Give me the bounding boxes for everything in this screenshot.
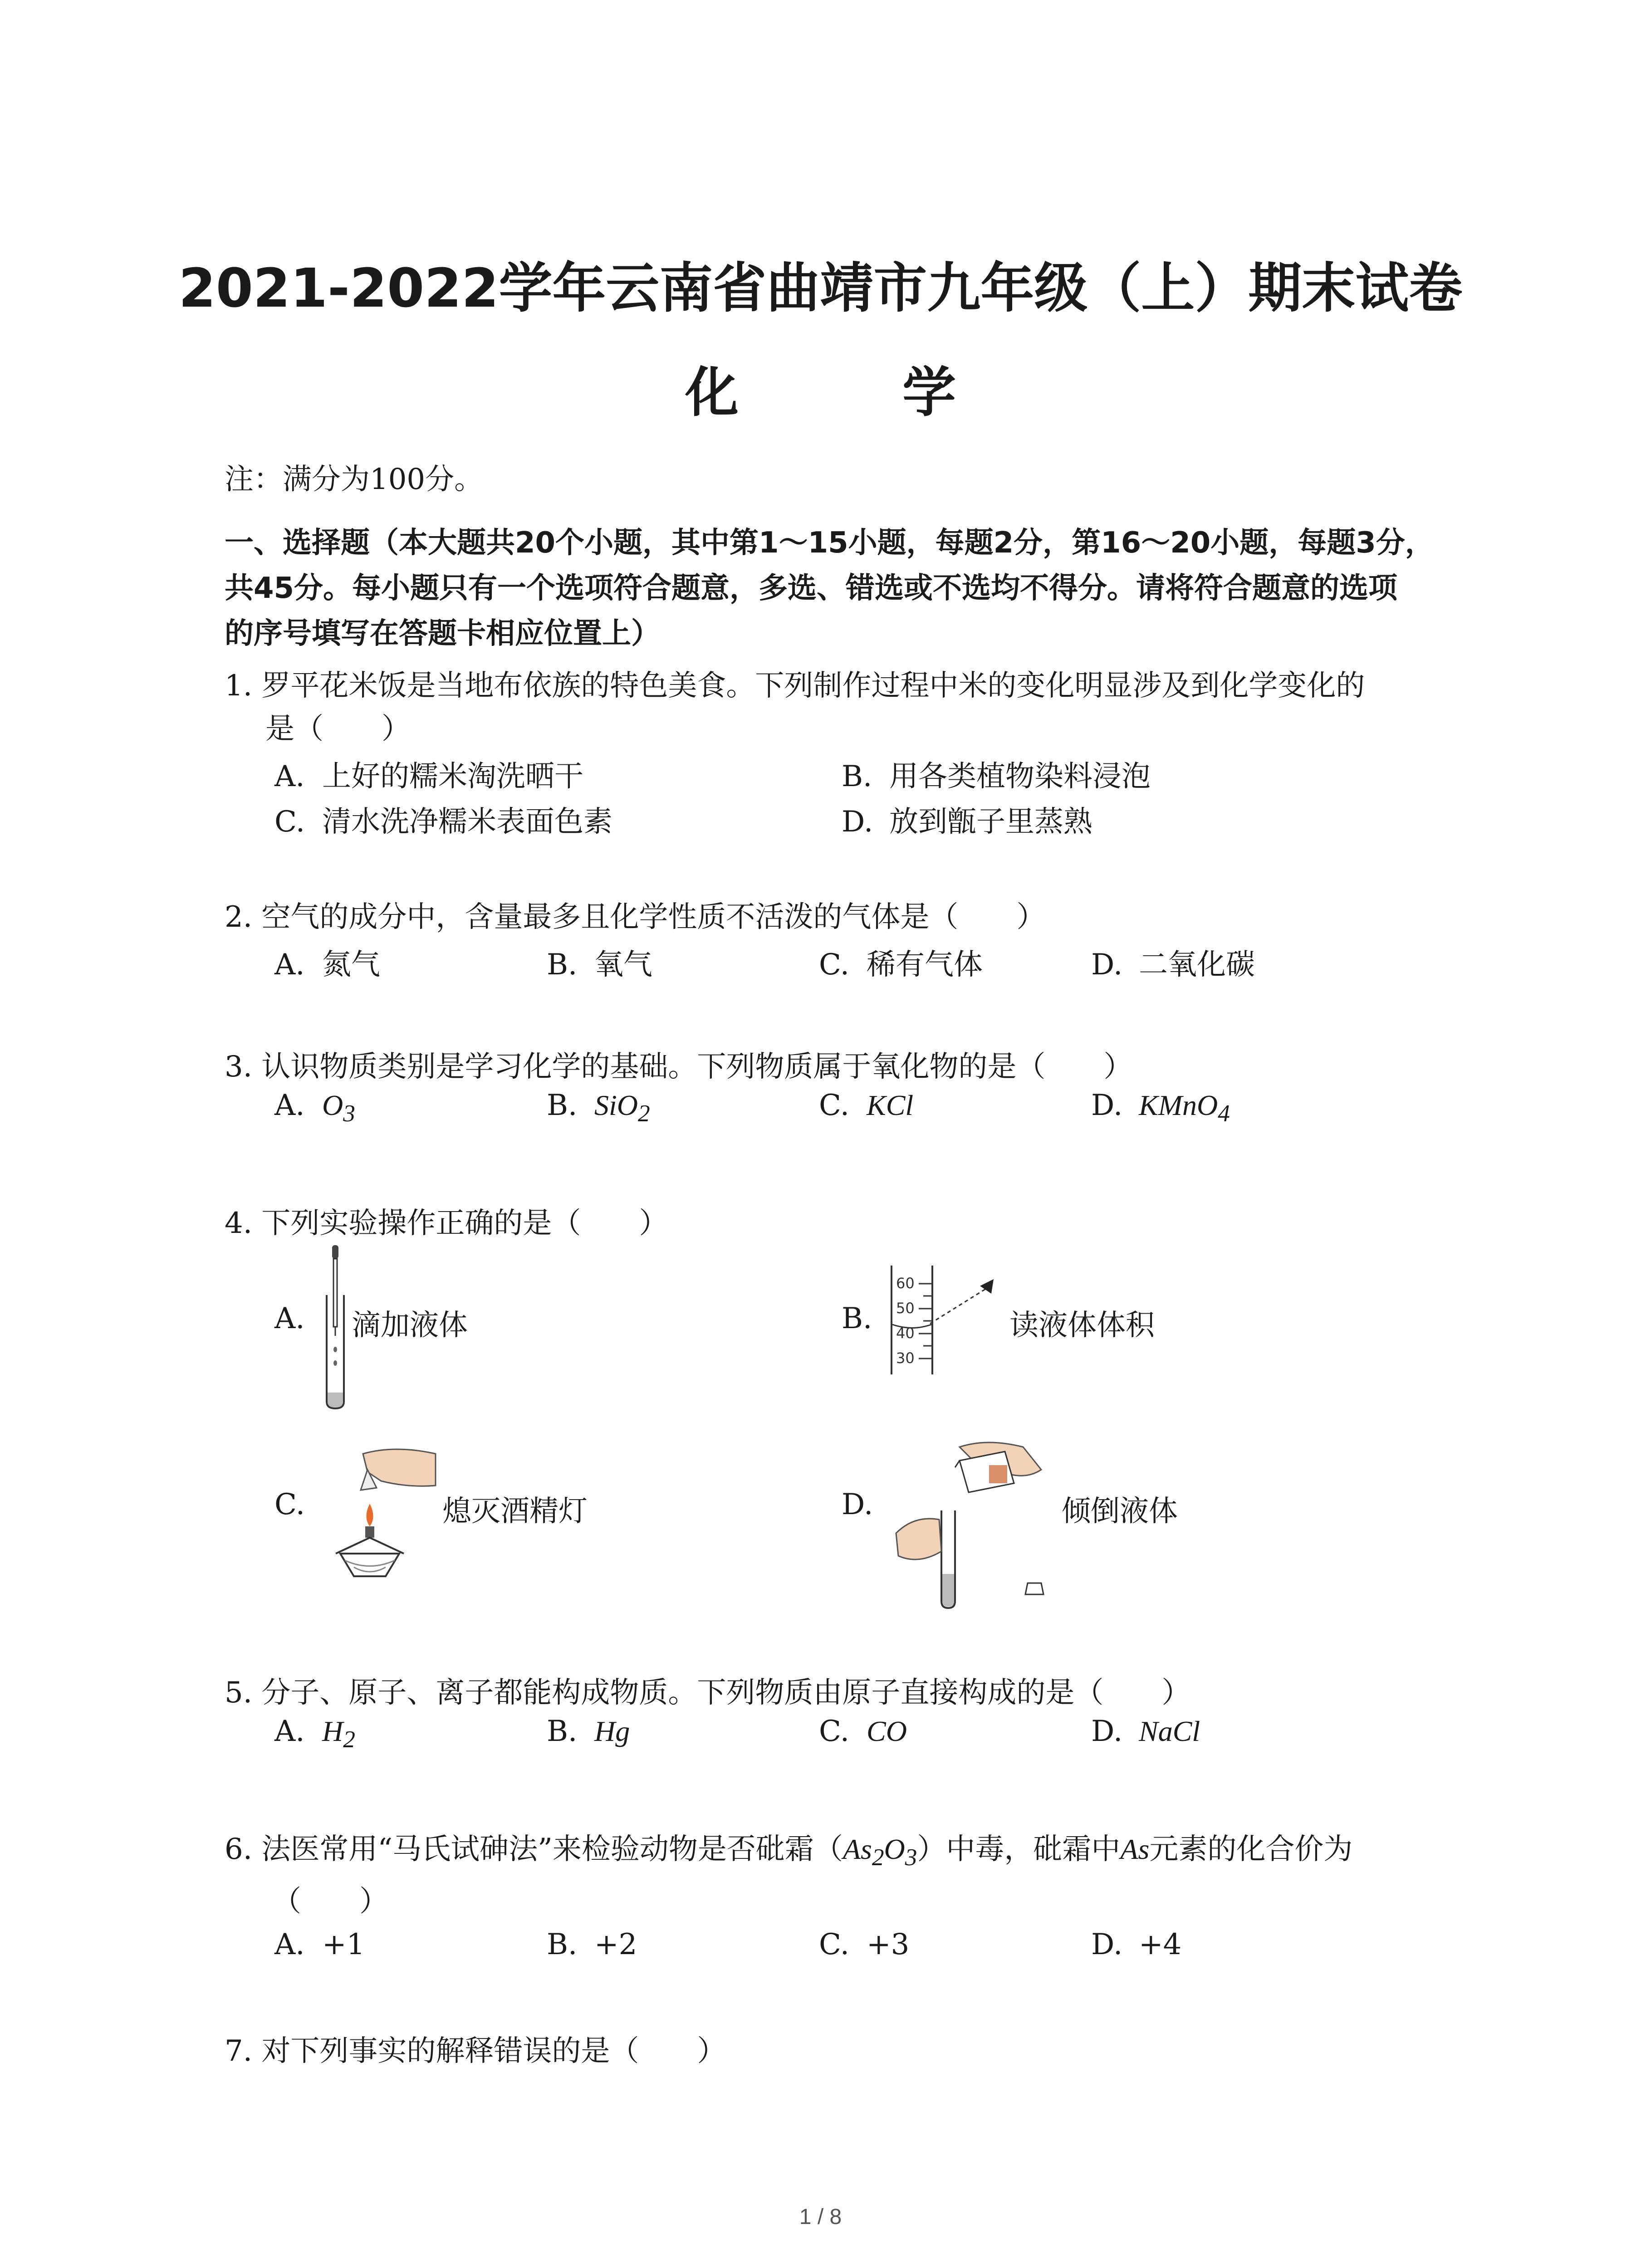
- option-c[interactable]: C. 清水洗净糯米表面色素: [274, 805, 612, 839]
- option-d[interactable]: D. KMnO$_4$: [1091, 1089, 1230, 1127]
- option-b[interactable]: B. Hg: [547, 1715, 630, 1748]
- question-stem: 4. 下列实验操作正确的是（ ）: [225, 1207, 668, 1240]
- option-a[interactable]: A. $O_3$: [274, 1089, 355, 1127]
- formula: $O_3$: [322, 1089, 355, 1127]
- option-d[interactable]: D. 放到甑子里蒸熟: [842, 805, 1092, 839]
- option-a[interactable]: A. 上好的糯米淘洗晒干: [274, 760, 583, 793]
- exam-title: 2021-2022学年云南省曲靖市九年级（上）期末试卷: [178, 257, 1463, 319]
- option-c[interactable]: C.: [274, 1488, 305, 1521]
- formula: SiO$_2$: [594, 1089, 650, 1127]
- formula: $H_2$: [322, 1715, 355, 1753]
- option-b[interactable]: B. 氧气: [547, 948, 652, 982]
- question-stem-cont: 是（ ）: [265, 712, 411, 746]
- question-stem: 2. 空气的成分中，含量最多且化学性质不活泼的气体是（ ）: [225, 900, 1046, 934]
- pouring-liquid-icon: [892, 1438, 1068, 1610]
- svg-text:30: 30: [896, 1349, 915, 1367]
- formula: KCl: [867, 1089, 914, 1121]
- option-c[interactable]: C. CO: [819, 1715, 907, 1748]
- svg-text:60: 60: [896, 1275, 915, 1292]
- option-d[interactable]: D. NaCl: [1091, 1715, 1200, 1748]
- option-c-label: 熄灭酒精灯: [442, 1495, 588, 1528]
- score-note: 注：满分为100分。: [225, 463, 484, 496]
- option-d-label: 倾倒液体: [1062, 1495, 1178, 1528]
- alcohol-lamp-icon: [318, 1445, 440, 1581]
- option-b[interactable]: B. +2: [547, 1928, 637, 1961]
- formula: Hg: [594, 1715, 630, 1747]
- section-heading-line-3: 的序号填写在答题卡相应位置上）: [225, 617, 660, 650]
- option-c[interactable]: C. 稀有气体: [819, 948, 983, 982]
- option-b[interactable]: B. SiO$_2$: [547, 1089, 650, 1127]
- question-stem: 1. 罗平花米饭是当地布依族的特色美食。下列制作过程中米的变化明显涉及到化学变化的: [225, 669, 1365, 703]
- svg-text:50: 50: [896, 1300, 915, 1317]
- option-a[interactable]: A. 氮气: [274, 948, 380, 982]
- question-stem: 7. 对下列事实的解释错误的是（ ）: [225, 2034, 726, 2068]
- option-b-label: 读液体体积: [1009, 1309, 1155, 1342]
- graduated-cylinder-icon: [882, 1266, 1005, 1379]
- option-d[interactable]: D.: [842, 1488, 873, 1521]
- option-b[interactable]: B.: [842, 1302, 872, 1335]
- option-b[interactable]: B. 用各类植物染料浸泡: [842, 760, 1151, 793]
- option-a[interactable]: A.: [274, 1302, 305, 1335]
- formula: NaCl: [1139, 1715, 1200, 1747]
- formula: $As_2O_3$: [843, 1833, 917, 1871]
- option-a[interactable]: A. +1: [274, 1928, 365, 1961]
- svg-text:40: 40: [896, 1325, 915, 1342]
- question-stem: 5. 分子、原子、离子都能构成物质。下列物质由原子直接构成的是（ ）: [225, 1676, 1191, 1710]
- formula: CO: [867, 1715, 907, 1747]
- question-stem-cont: （ ）: [272, 1885, 388, 1918]
- question-stem: 6. 法医常用“马氏试砷法”来检验动物是否砒霜$(As_2O_3)$中毒，砒霜中As元素的化合价为: [225, 1833, 1353, 1871]
- option-d[interactable]: D. +4: [1091, 1928, 1182, 1961]
- section-heading-line-2: 共45分。每小题只有一个选项符合题意，多选、错选或不选均不得分。请将符合题意的选项: [225, 572, 1398, 605]
- subject-title: 化 学: [685, 361, 1029, 424]
- page-number: 1 / 8: [799, 2205, 842, 2229]
- option-a-label: 滴加液体: [352, 1309, 468, 1342]
- option-c[interactable]: C. KCl: [819, 1089, 914, 1122]
- question-stem: 3. 认识物质类别是学习化学的基础。下列物质属于氧化物的是（ ）: [225, 1050, 1133, 1084]
- formula: KMnO$_4$: [1139, 1089, 1230, 1127]
- option-d[interactable]: D. 二氧化碳: [1091, 948, 1255, 982]
- dropper-test-tube-icon: [318, 1245, 354, 1413]
- section-heading-line-1: 一、选择题（本大题共20个小题，其中第1～15小题，每题2分，第16～20小题，每题3分，: [225, 526, 1434, 560]
- option-a[interactable]: A. $H_2$: [274, 1715, 355, 1753]
- option-c[interactable]: C. +3: [819, 1928, 910, 1961]
